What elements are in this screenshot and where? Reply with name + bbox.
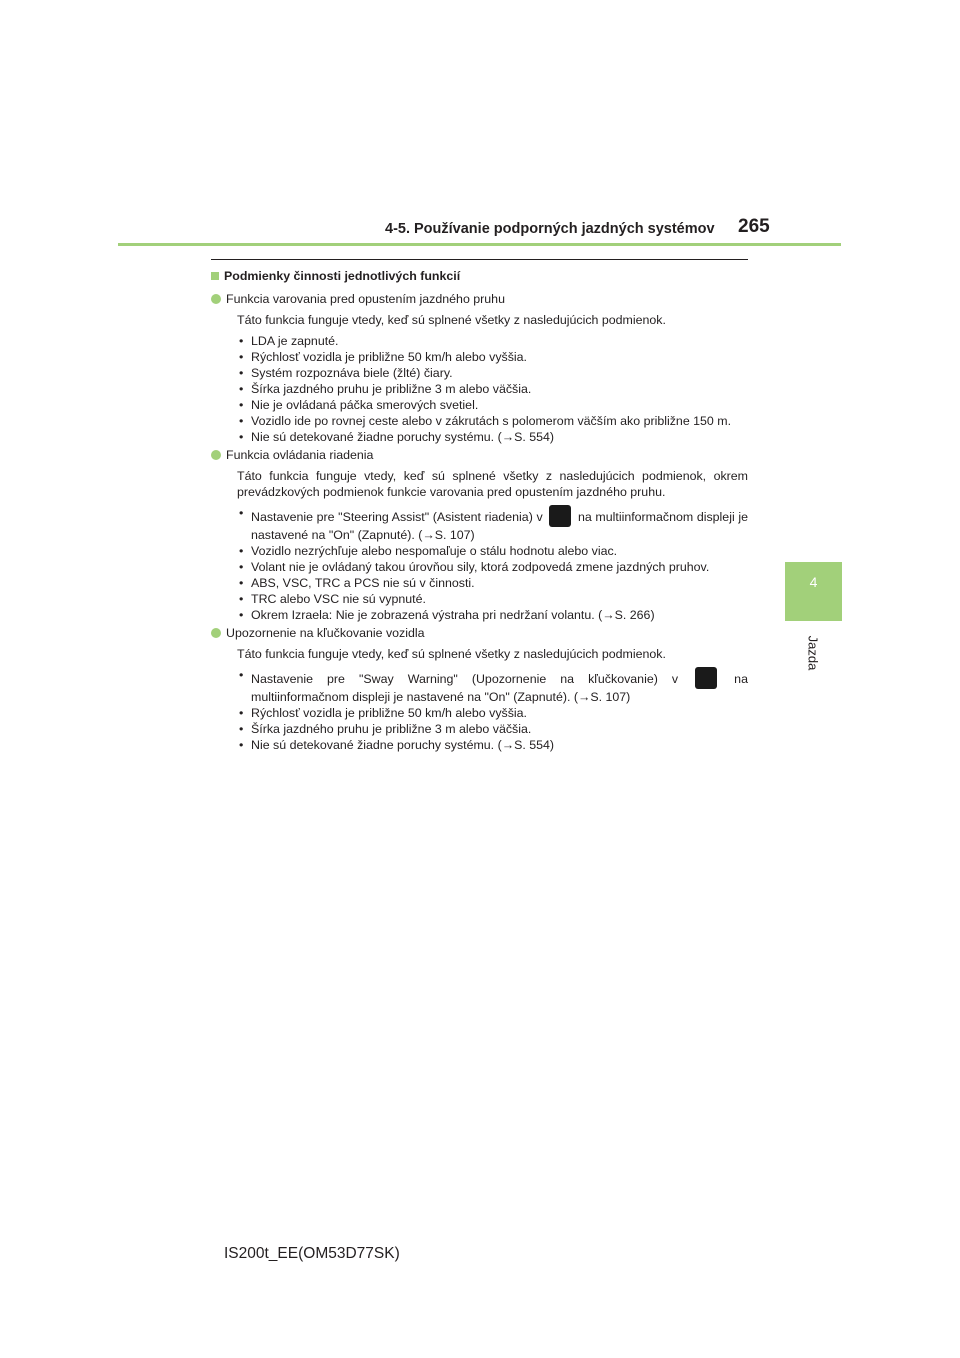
condition-item: • Systém rozpoznáva biele (žlté) čiary.: [239, 366, 453, 380]
bullet-icon: •: [239, 668, 244, 682]
bullet-icon: •: [239, 506, 244, 520]
condition-item: • Rýchlosť vozidla je približne 50 km/h alebo vyššia.: [239, 350, 527, 364]
bullet-icon: •: [239, 560, 244, 574]
feature-block: [211, 625, 748, 753]
bullet-icon: •: [239, 350, 244, 364]
condition-item: • Nie sú detekované žiadne poruchy systému. (→S. 554): [239, 430, 555, 444]
circle-bullet-icon: [211, 628, 221, 638]
feature-title: Upozornenie na kľučkovanie vozidla: [226, 625, 748, 641]
condition-item: • Nie je ovládaná páčka smerových svetiel.: [239, 398, 479, 412]
condition-item: • ABS, VSC, TRC a PCS nie sú v činnosti.: [239, 576, 475, 590]
feature-description: Táto funkcia funguje vtedy, keď sú splnené všetky z nasledujúcich podmienok.: [237, 313, 666, 327]
feature-title: Funkcia varovania pred opustením jazdného pruhu: [226, 291, 748, 307]
bullet-icon: •: [239, 544, 244, 558]
circle-bullet-icon: [211, 294, 221, 304]
chapter-tab: 4: [785, 562, 842, 621]
chapter-label: Jazda: [805, 635, 821, 671]
condition-item: • Rýchlosť vozidla je približne 50 km/h alebo vyššia.: [239, 706, 527, 720]
condition-item: • LDA je zapnuté.: [239, 334, 339, 348]
header-divider: [118, 243, 841, 246]
setting-condition: • Nastavenie pre "Steering Assist" (Asistent riadenia) v na multiinformačnom displeji je nastavené na "On" (Zapnuté). (→S. 107): [239, 506, 748, 542]
section-heading: Podmienky činnosti jednotlivých funkcií: [211, 268, 748, 284]
condition-item: • Okrem Izraela: Nie je zobrazená výstraha pri nedržaní volantu. (→S. 266): [239, 608, 655, 622]
bullet-icon: •: [239, 414, 244, 428]
page-number: 265: [738, 216, 770, 237]
square-bullet-icon: [211, 272, 219, 280]
bullet-icon: •: [239, 608, 244, 622]
bullet-icon: •: [239, 366, 244, 380]
feature-title: Funkcia ovládania riadenia: [226, 447, 748, 463]
condition-item: • Šírka jazdného pruhu je približne 3 m alebo väčšia.: [239, 722, 532, 736]
condition-item: • Nie sú detekované žiadne poruchy systému. (→S. 554): [239, 738, 555, 752]
feature-description: Táto funkcia funguje vtedy, keď sú splnené všetky z nasledujúcich podmienok, okrem prevádzkových podmienok funkcie varovania pred opustením jazdného pruhu.: [237, 469, 748, 499]
running-header: 4-5. Používanie podporných jazdných systémov: [385, 221, 715, 237]
settings-gear-icon: [549, 505, 571, 527]
settings-gear-icon: [695, 667, 717, 689]
condition-list: [237, 667, 748, 753]
bullet-icon: •: [239, 738, 244, 752]
bullet-icon: •: [239, 576, 244, 590]
bullet-icon: •: [239, 382, 244, 396]
document-code: IS200t_EE(OM53D77SK): [224, 1245, 400, 1262]
condition-item: • Vozidlo ide po rovnej ceste alebo v zákrutách s polomerom väčším ako približne 150 m.: [239, 414, 732, 428]
bullet-icon: •: [239, 706, 244, 720]
bullet-icon: •: [239, 398, 244, 412]
bullet-icon: •: [239, 430, 244, 444]
condition-item: • Volant nie je ovládaný takou úrovňou sily, ktorá zodpovedá zmene jazdných pruhov.: [239, 560, 710, 574]
setting-condition: • Nastavenie pre "Sway Warning" (Upozornenie na kľučkovanie) v na multiinformačnom displeji je nastavené na "On" (Zapnuté). (→S. 107): [239, 668, 748, 704]
condition-list: [237, 505, 748, 623]
conditions-section: [211, 268, 748, 755]
condition-item: • TRC alebo VSC nie sú vypnuté.: [239, 592, 426, 606]
condition-item: • Šírka jazdného pruhu je približne 3 m alebo väčšia.: [239, 382, 532, 396]
bullet-icon: •: [239, 592, 244, 606]
content-divider: [211, 259, 748, 260]
condition-item: • Vozidlo nezrýchľuje alebo nespomaľuje o stálu hodnotu alebo viac.: [239, 544, 618, 558]
feature-description: Táto funkcia funguje vtedy, keď sú splnené všetky z nasledujúcich podmienok.: [237, 647, 666, 661]
feature-block: [211, 291, 748, 445]
bullet-icon: •: [239, 722, 244, 736]
feature-block: [211, 447, 748, 623]
bullet-icon: •: [239, 334, 244, 348]
circle-bullet-icon: [211, 450, 221, 460]
condition-list: [237, 333, 748, 445]
